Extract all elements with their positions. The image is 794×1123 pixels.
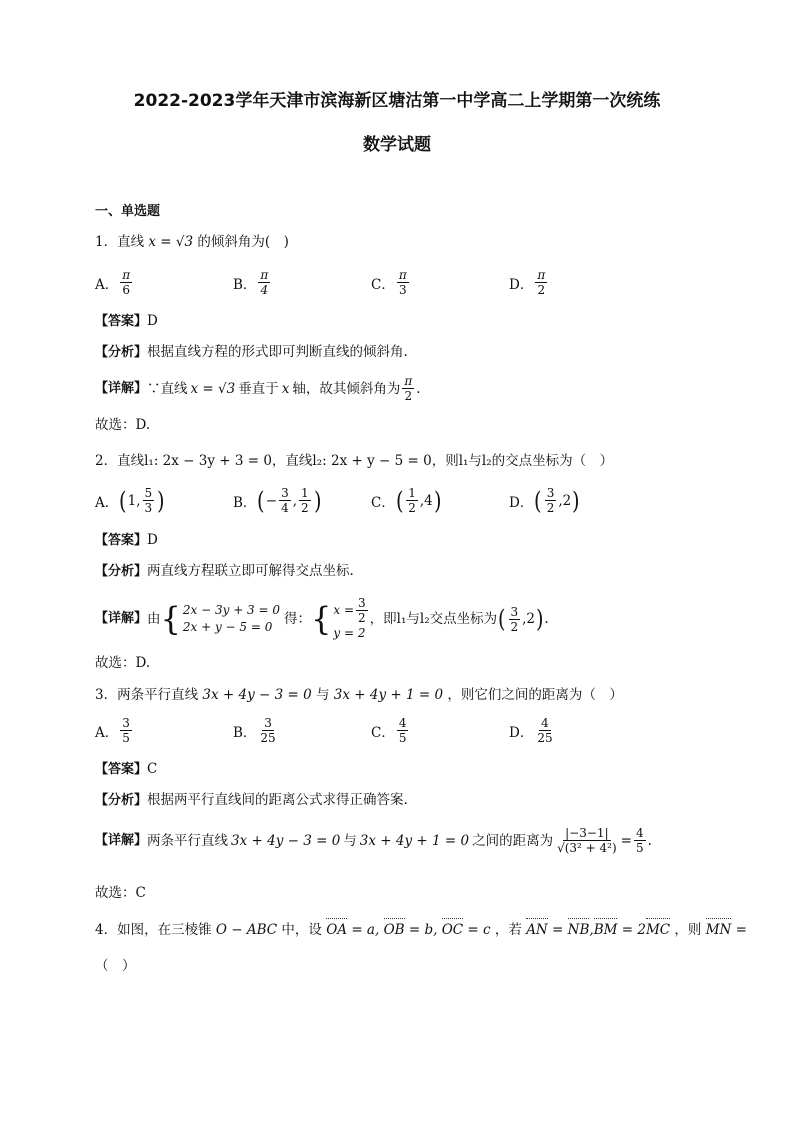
q4-text: ，若 [494, 922, 522, 938]
option-text: 1, [127, 492, 141, 509]
frac-num: 4 [398, 716, 407, 730]
vector-oc: OC [441, 922, 464, 938]
frac-den: 2 [537, 283, 546, 297]
answer-value: C [147, 761, 158, 777]
option-label: C． [371, 724, 395, 741]
option-fraction [120, 716, 132, 745]
frac-den: 3 [398, 283, 407, 297]
frac-den: 5 [635, 841, 644, 855]
q4-text: 4．如图，在三棱锥 [95, 922, 212, 938]
detail-text: 与 [343, 832, 357, 849]
option-fraction [535, 716, 554, 745]
frac-num: 1 [408, 486, 416, 500]
frac-num: 5 [144, 486, 153, 500]
frac-num: π [404, 374, 413, 388]
q3-stem-mid: 与 [315, 687, 330, 703]
option-fraction [258, 716, 277, 745]
document-title: 2022-2023学年天津市滨海新区塘沽第一中学高二上学期第一次统练 [133, 91, 661, 111]
detail-tag: 【详解】 [95, 832, 148, 848]
option-fraction [299, 486, 311, 515]
vector-an: AN [526, 922, 548, 938]
solution-x [333, 596, 369, 625]
q2-stem: 2．直线l₁: 2x − 3y + 3 = 0，直线l₂: 2x + y − 5 = 0，则l₁与l₂的交点坐标为（ ） [95, 453, 614, 469]
paren-right: ) [572, 486, 580, 515]
q2-choose: 故选：D. [95, 655, 151, 671]
option-label: D． [509, 276, 534, 293]
option-label: C． [371, 276, 395, 293]
q4-expr: = [735, 922, 747, 938]
frac-num: 3 [510, 604, 519, 619]
frac-num: 4 [635, 826, 644, 840]
option-label: D． [509, 724, 534, 741]
detail-text: ,2 [522, 611, 536, 627]
q2-option-a [95, 486, 166, 515]
answer-value: D [147, 532, 158, 548]
frac-den: 4 [281, 501, 289, 515]
q2-option-b [233, 486, 322, 515]
q1-answer [95, 312, 158, 331]
vector-mn: MN [705, 922, 732, 938]
frac-den: 2 [510, 619, 519, 634]
option-label: C． [371, 494, 395, 511]
option-fraction [397, 716, 409, 745]
detail-expr-2: 3x + 4y + 1 = 0 [359, 832, 470, 849]
q1-analysis [95, 343, 408, 362]
option-text: ,2 [558, 492, 572, 509]
frac-den: 2 [408, 501, 416, 515]
section-heading: 一、单选题 [95, 204, 161, 219]
analysis-tag: 【分析】 [95, 564, 148, 579]
q1-stem-expr: x = √3 [148, 234, 194, 250]
q4-expr: = b, [408, 922, 438, 938]
frac-den: 25 [260, 731, 276, 745]
q4-expr: = [552, 922, 564, 938]
detail-text: 之间的距离为 [472, 832, 554, 849]
q4-expr: = 2 [621, 922, 646, 938]
q4-stem [95, 921, 747, 939]
detail-text: . [647, 832, 652, 849]
frac-num: 3 [546, 486, 555, 500]
q1-detail [95, 374, 421, 403]
q3-option-a [95, 716, 134, 745]
q1-option-c [371, 268, 411, 297]
system-eq-1: 2x − 3y + 3 = 0 [182, 603, 281, 617]
analysis-tag: 【分析】 [95, 345, 148, 360]
detail-expr: x = √3 [190, 380, 236, 397]
option-fraction [258, 268, 270, 297]
detail-tag: 【详解】 [95, 611, 148, 626]
q2-option-c [371, 486, 442, 515]
option-label: A． [95, 494, 119, 511]
option-text: − [265, 492, 278, 509]
option-fraction [545, 486, 557, 515]
analysis-text: 根据两平行直线间的距离公式求得正确答案. [147, 792, 408, 808]
q3-choose: 故选：C [95, 885, 146, 901]
detail-tag: 【详解】 [95, 380, 148, 396]
detail-text: 垂直于 [238, 380, 279, 397]
analysis-text: 两直线方程联立即可解得交点坐标. [147, 563, 354, 579]
paren-right: ) [313, 486, 322, 515]
q4-expr: = c [467, 922, 491, 938]
q3-option-b [233, 716, 280, 745]
frac-den: 3 [144, 501, 153, 515]
analysis-tag: 【分析】 [95, 793, 148, 808]
detail-text: . [416, 380, 421, 397]
frac-den: 5 [122, 731, 130, 745]
option-fraction [397, 268, 409, 297]
vector-bm: BM [593, 922, 618, 938]
vector-nb: NB [567, 922, 590, 938]
vector-mc: MC [645, 922, 671, 938]
frac-num: 3 [122, 716, 130, 730]
paren-left: ( [498, 605, 506, 633]
option-fraction [279, 486, 291, 515]
q3-option-d [509, 716, 557, 745]
paren-right: ) [157, 486, 165, 515]
q1-choose: 故选：D. [95, 417, 151, 433]
distance-fraction [555, 826, 619, 855]
q4-stem-line2: （ ） [95, 958, 136, 974]
q1-option-a [95, 268, 134, 297]
answer-tag: 【答案】 [95, 314, 148, 329]
option-label: A． [95, 724, 119, 741]
paren-left: ( [395, 486, 404, 515]
q1-stem-prefix: 1．直线 [95, 234, 145, 250]
answer-tag: 【答案】 [95, 533, 148, 548]
option-label: B． [233, 494, 257, 511]
frac-den: 2 [546, 501, 555, 515]
frac-den: 4 [260, 283, 269, 297]
system-eq-2: 2x + y − 5 = 0 [182, 620, 273, 634]
frac-num: 3 [264, 716, 272, 730]
q4-expr: O − ABC [215, 922, 278, 938]
frac-den: 5 [398, 731, 407, 745]
q1-stem [95, 233, 289, 251]
detail-expr-1: 3x + 4y − 3 = 0 [231, 832, 341, 849]
detail-text: 由 [147, 611, 161, 627]
frac-num: π [398, 268, 407, 282]
frac-num: 1 [301, 486, 309, 500]
frac-num: 3 [281, 486, 289, 500]
option-label: A． [95, 276, 119, 293]
frac-den: √(3² + 4²) [557, 841, 617, 855]
q1-option-b [233, 268, 272, 297]
frac-num: 3 [358, 596, 366, 610]
paren-left: ( [119, 486, 127, 515]
detail-text: 两条平行直线 [147, 832, 229, 849]
q3-analysis [95, 791, 408, 810]
q4-expr: = a, [351, 922, 380, 938]
option-label: D． [509, 494, 534, 511]
frac-den: 6 [122, 283, 131, 297]
document-subtitle: 数学试题 [363, 135, 431, 155]
frac-den: 25 [537, 731, 553, 745]
detail-fraction [402, 374, 414, 403]
q3-stem-suffix: ，则它们之间的距离为（ ） [447, 687, 623, 703]
q2-option-d [509, 486, 581, 515]
option-label: B． [233, 724, 257, 741]
option-text: ,4 [419, 492, 433, 509]
vector-oa: OA [326, 922, 348, 938]
paren-left: ( [534, 486, 542, 515]
result-fraction [634, 826, 646, 855]
q4-text: 中，设 [281, 922, 322, 938]
brace-left: { [311, 600, 332, 638]
frac-den: 2 [301, 501, 309, 515]
q2-analysis [95, 562, 354, 581]
paren-left: ( [257, 486, 265, 515]
q3-stem-prefix: 3．两条平行直线 [95, 687, 199, 703]
analysis-text: 根据直线方程的形式即可判断直线的倾斜角. [147, 344, 408, 360]
q4-text: ，则 [674, 922, 702, 938]
frac-den: 2 [404, 389, 413, 403]
option-text: , [292, 492, 298, 509]
vector-ob: OB [383, 922, 405, 938]
brace-left: { [160, 600, 181, 638]
q3-expr-1: 3x + 4y − 3 = 0 [202, 687, 312, 703]
detail-var: x [281, 380, 290, 397]
point-fraction [509, 605, 521, 634]
q2-detail [95, 596, 549, 642]
detail-text: ∵直线 [147, 380, 188, 397]
q1-stem-suffix: 的倾斜角为( ) [197, 234, 289, 250]
q1-option-d [509, 268, 549, 297]
q3-detail [95, 826, 652, 855]
sol-fraction [356, 596, 368, 625]
frac-num: 4 [541, 716, 549, 730]
detail-text: 轴，故其倾斜角为 [292, 380, 401, 397]
paren-right: ) [535, 605, 544, 633]
q3-answer [95, 760, 157, 779]
option-label: B． [233, 276, 257, 293]
detail-text: 得： [284, 611, 312, 627]
frac-num: |−3−1| [565, 826, 609, 840]
answer-value: D [147, 313, 158, 329]
sol-x-label: x = [333, 603, 355, 617]
option-fraction [120, 268, 132, 297]
frac-num: π [122, 268, 131, 282]
paren-right: ) [433, 486, 442, 515]
frac-den: 2 [358, 611, 366, 625]
solution-system [333, 596, 369, 642]
detail-text: . [544, 611, 549, 627]
equation-system [183, 602, 280, 636]
q3-expr-2: 3x + 4y + 1 = 0 [333, 687, 444, 703]
q4-expr: , [589, 922, 594, 938]
q3-option-c [371, 716, 410, 745]
detail-text: ，即l₁与l₂交点坐标为 [369, 611, 498, 627]
frac-num: π [260, 268, 269, 282]
answer-tag: 【答案】 [95, 762, 148, 777]
detail-text: = [620, 832, 632, 849]
option-fraction [406, 486, 418, 515]
frac-num: π [537, 268, 546, 282]
option-fraction [143, 486, 155, 515]
q3-stem [95, 686, 623, 704]
solution-y: y = 2 [333, 626, 366, 640]
option-fraction [535, 268, 547, 297]
q2-answer [95, 531, 158, 550]
